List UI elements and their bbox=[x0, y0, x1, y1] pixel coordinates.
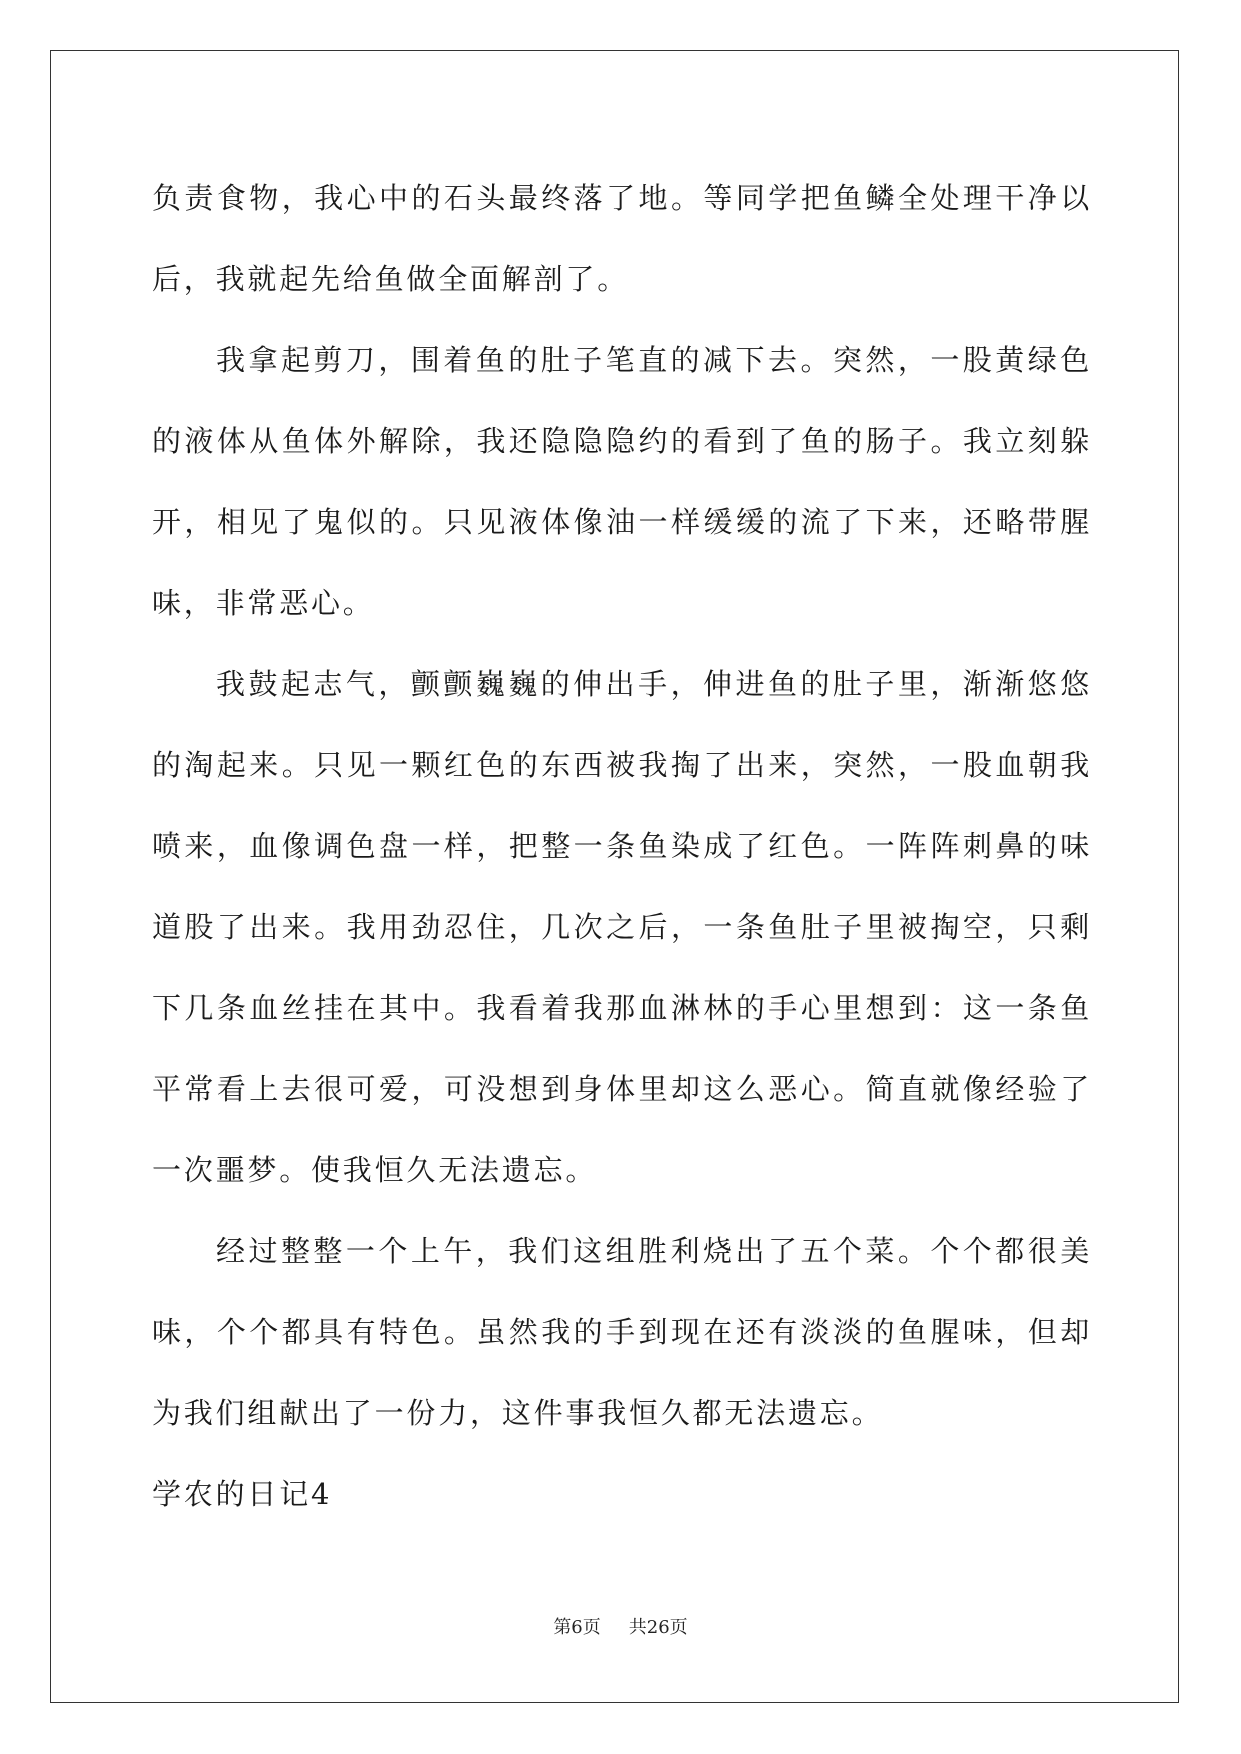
document-body bbox=[152, 160, 1092, 1535]
paragraph-2: 我拿起剪刀，围着鱼的肚子笔直的减下去。突然，一股黄绿色的液体从鱼体外解除，我还隐隐隐约的看到了鱼的肠子。我立刻躲开，相见了鬼似的。只见液体像油一样缓缓的流了下来，还略带腥味，非常恶心。 bbox=[152, 343, 1092, 620]
paragraph-3: 我鼓起志气，颤颤巍巍的伸出手，伸进鱼的肚子里，渐渐悠悠的淘起来。只见一颗红色的东西被我掏了出来，突然，一股血朝我喷来，血像调色盘一样，把整一条鱼染成了红色。一阵阵刺鼻的味道股了出来。我用劲忍住，几次之后，一条鱼肚子里被掏空，只剩下几条血丝挂在其中。我看着我那血淋林的手心里想到：这一条鱼平常看上去很可爱，可没想到身体里却这么恶心。简直就像经验了一次噩梦。使我恒久无法遗忘。 bbox=[152, 667, 1092, 1187]
section-heading: 学农的日记4 bbox=[152, 1477, 333, 1511]
paragraph-4: 经过整整一个上午，我们这组胜利烧出了五个菜。个个都很美味，个个都具有特色。虽然我的手到现在还有淡淡的鱼腥味，但却为我们组献出了一份力，这件事我恒久都无法遗忘。 bbox=[152, 1234, 1092, 1430]
paragraph-1: 负责食物，我心中的石头最终落了地。等同学把鱼鳞全处理干净以后，我就起先给鱼做全面解剖了。 bbox=[152, 181, 1092, 296]
page-number: 第6页 bbox=[553, 1617, 601, 1638]
page-total: 共26页 bbox=[628, 1617, 688, 1638]
page-footer bbox=[0, 1613, 1241, 1639]
